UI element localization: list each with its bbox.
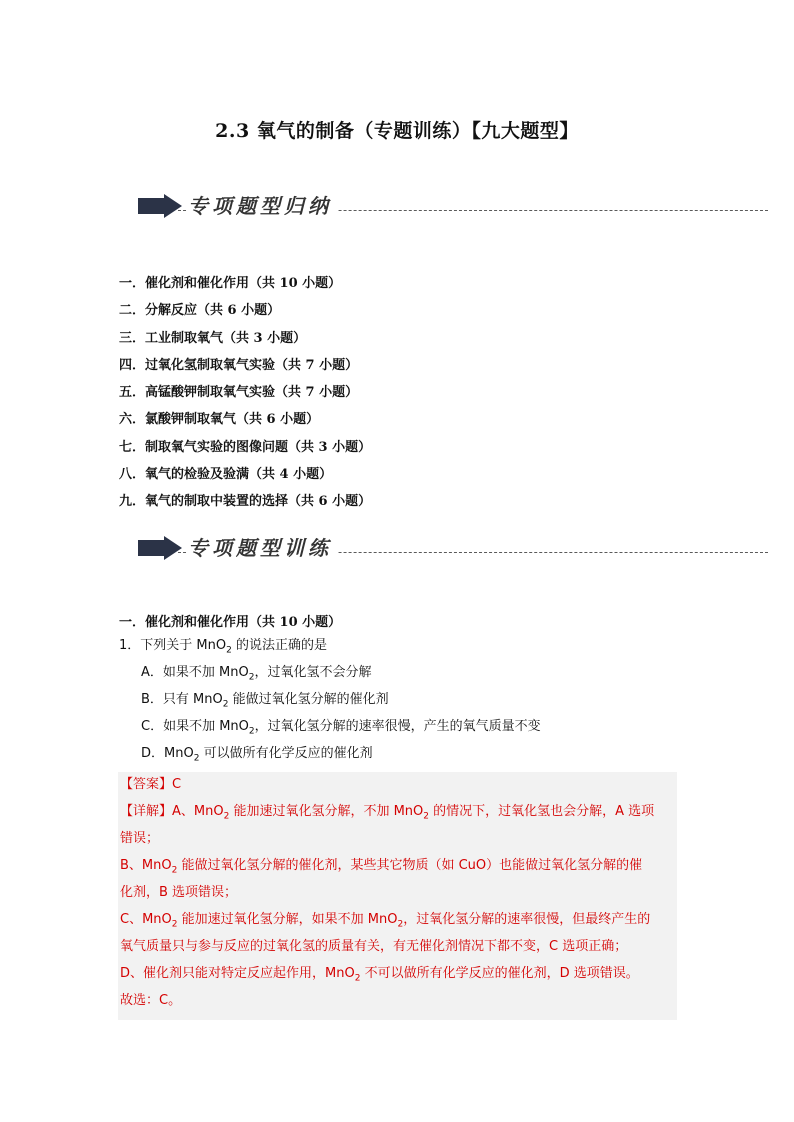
option-b — [141, 691, 389, 714]
option-text: ，过氧化氢不会分解 — [254, 665, 372, 680]
option-text: 可以做所有化学反应的催化剂 — [199, 746, 373, 761]
option-d — [141, 745, 373, 768]
subscript: 2 — [248, 726, 255, 737]
option-text: C．如果不加 MnO — [141, 719, 249, 734]
subscript: 2 — [354, 973, 361, 984]
table-of-contents — [119, 274, 371, 520]
question-stem — [119, 637, 327, 660]
toc-item: 六．氯酸钾制取氧气（共 6 小题） — [119, 412, 320, 428]
text-run: 【详解】A、MnO — [120, 804, 224, 819]
text-run: 能加速过氧化氢分解，如果不加 MnO — [177, 912, 398, 927]
text-run: 氧气质量只与参与反应的过氧化氢的质量有关，有无催化剂情况下都不变，C 选项正确； — [120, 939, 628, 954]
banner-label: 专项题型归纳 — [188, 190, 338, 219]
text-run: 错误； — [120, 831, 160, 846]
subscript: 2 — [171, 919, 178, 930]
subscript: 2 — [423, 811, 430, 822]
text-run: 化剂，B 选项错误； — [120, 885, 238, 900]
subscript: 2 — [248, 672, 255, 683]
option-text: A．如果不加 MnO — [141, 665, 249, 680]
stem-text: 的说法正确的是 — [231, 638, 327, 653]
answer-explanation-box — [118, 772, 677, 1020]
text-run: B、MnO — [120, 858, 172, 873]
toc-item: 一．催化剂和催化作用（共 10 小题） — [119, 276, 342, 291]
toc-item: 九．氧气的制取中装置的选择（共 6 小题） — [119, 494, 372, 510]
subscript: 2 — [223, 811, 230, 822]
explanation-line — [120, 803, 654, 826]
explanation-line — [120, 857, 642, 880]
text-run: D、催化剂只能对特定反应起作用，MnO — [120, 966, 355, 981]
explanation-line — [120, 938, 627, 956]
option-a — [141, 664, 371, 687]
explanation-line — [120, 830, 159, 848]
subscript: 2 — [226, 645, 232, 656]
subscript: 2 — [171, 865, 178, 876]
answer-line: 【答案】C — [120, 777, 182, 792]
explanation-line — [120, 965, 639, 988]
toc-item: 五．高锰酸钾制取氧气实验（共 7 小题） — [119, 385, 359, 401]
text-run: 能做过氧化氢分解的催化剂，某些其它物质（如 CuO）也能做过氧化氢分解的催 — [177, 858, 643, 873]
option-text: ，过氧化氢分解的速率很慢，产生的氧气质量不变 — [254, 719, 541, 734]
option-c — [141, 718, 541, 741]
toc-item: 八．氧气的检验及验满（共 4 小题） — [119, 467, 333, 483]
toc-item: 四．过氧化氢制取氧气实验（共 7 小题） — [119, 357, 359, 373]
text-run: 的情况下，过氧化氢也会分解，A 选项 — [429, 804, 655, 819]
text-run: C、MnO — [120, 912, 172, 927]
subscript: 2 — [397, 919, 404, 930]
text-run: 能加速过氧化氢分解，不加 MnO — [229, 804, 424, 819]
toc-item: 三．工业制取氧气（共 3 小题） — [119, 330, 307, 346]
subscript: 2 — [222, 699, 229, 710]
explanation-line — [120, 911, 650, 934]
document-title: 2.3 氧气的制备（专题训练）【九大题型】 — [215, 120, 579, 142]
arrow-icon — [138, 536, 182, 560]
subscript: 2 — [193, 753, 200, 764]
option-text: B．只有 MnO — [141, 692, 223, 707]
toc-item: 七．制取氧气实验的图像问题（共 3 小题） — [119, 439, 372, 455]
arrow-icon — [138, 194, 182, 218]
text-run: ，过氧化氢分解的速率很慢，但最终产生的 — [403, 912, 651, 927]
section-banner-training — [138, 528, 768, 568]
option-text: D．MnO — [141, 746, 194, 761]
text-run: 故选：C。 — [120, 993, 182, 1008]
banner-label: 专项题型训练 — [188, 532, 338, 561]
section-banner-summary — [138, 186, 768, 226]
explanation-line — [120, 992, 181, 1010]
text-run: 不可以做所有化学反应的催化剂，D 选项错误。 — [360, 966, 639, 981]
section-heading: 一．催化剂和催化作用（共 10 小题） — [119, 615, 342, 630]
toc-item: 二．分解反应（共 6 小题） — [119, 303, 281, 319]
explanation-line — [120, 884, 237, 902]
option-text: 能做过氧化氢分解的催化剂 — [228, 692, 389, 707]
stem-text: 1．下列关于 MnO — [119, 638, 227, 653]
